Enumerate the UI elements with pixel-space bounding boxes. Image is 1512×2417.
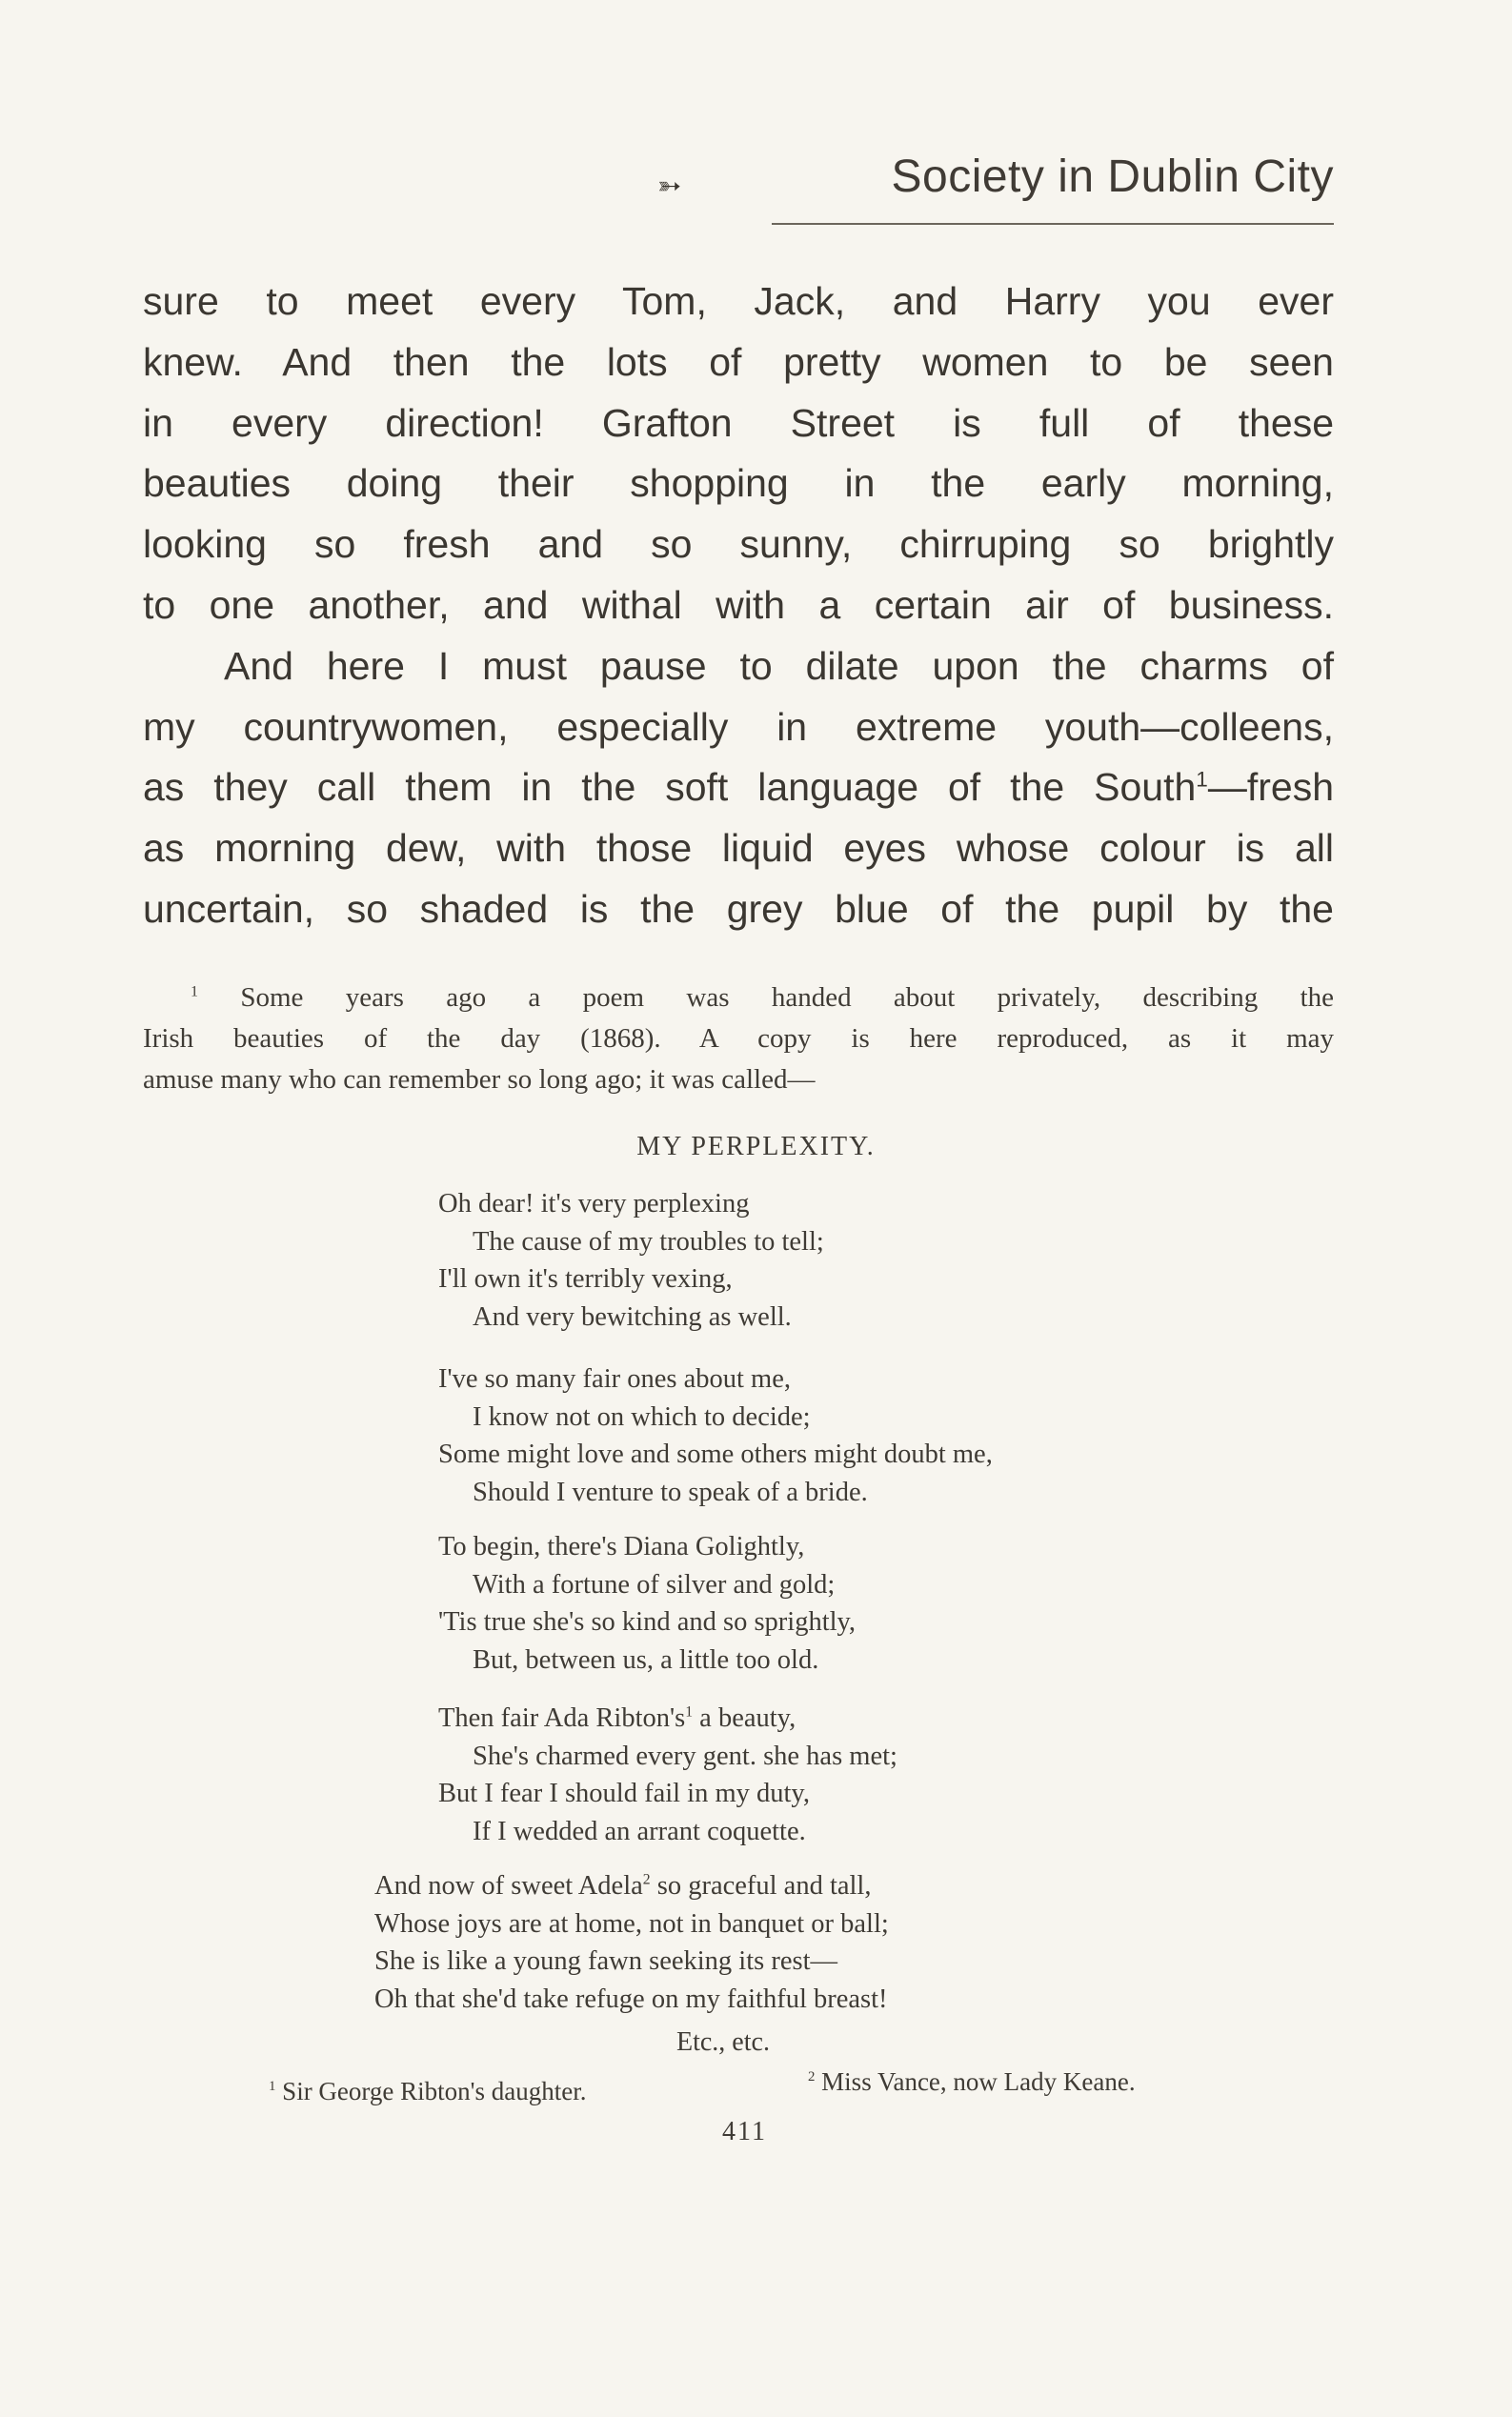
footnote-marker: 1	[191, 983, 198, 1000]
footnote-line: Irish beauties of the day (1868). A copy is here reproduced, as it may	[143, 1023, 1334, 1054]
poem-title: MY PERPLEXITY.	[636, 1132, 876, 1161]
poem-stanza-1	[438, 1185, 824, 1336]
poem-line: 'Tis true she's so kind and so sprightly,	[438, 1607, 857, 1637]
poem-line: But I fear I should fail in my duty,	[438, 1779, 810, 1808]
ornament-icon: ➳	[657, 171, 682, 202]
poem-line: I know not on which to decide;	[473, 1401, 811, 1432]
page-number: 411	[722, 2117, 767, 2146]
body-text	[143, 272, 1334, 940]
poem-line: But, between us, a little too old.	[473, 1644, 819, 1675]
poem-line: Should I venture to speak of a bride.	[473, 1477, 868, 1507]
footnote-text: Some years ago a poem was handed about privately, describing the	[240, 982, 1335, 1013]
poem-line: With a fortune of silver and gold;	[473, 1569, 836, 1600]
poem-line: Whose joys are at home, not in banquet or ball;	[374, 1908, 889, 1939]
body-line: beauties doing their shopping in the early morning,	[143, 461, 1334, 506]
body-line	[143, 757, 1334, 818]
poem-stanza-4	[438, 1700, 897, 1850]
poem-line: The cause of my troubles to tell;	[473, 1226, 824, 1257]
poem-line-text: And now of sweet Adela	[374, 1871, 643, 1901]
poem-line: Some might love and some others might doubt me,	[438, 1440, 993, 1469]
poem-note-marker: 2	[808, 2069, 816, 2085]
poem-line: She's charmed every gent. she has met;	[473, 1741, 897, 1771]
body-line: uncertain, so shaded is the grey blue of the pupil by the	[143, 886, 1334, 931]
poem-note-1	[269, 2077, 587, 2106]
poem-line: She is like a young fawn seeking its rest—	[374, 1946, 838, 1976]
poem-stanza-3	[438, 1528, 856, 1679]
poem-line: If I wedded an arrant coquette.	[473, 1816, 806, 1846]
poem-line: I'll own it's terribly vexing,	[438, 1264, 733, 1294]
poem-note-ref: 1	[685, 1703, 694, 1721]
footnote-line: amuse many who can remember so long ago; it was called—	[143, 1064, 816, 1095]
poem-note-2	[808, 2067, 1136, 2097]
body-line: sure to meet every Tom, Jack, and Harry you ever	[143, 279, 1334, 323]
poem-line: And very bewitching as well.	[473, 1301, 792, 1332]
page-header	[648, 143, 1334, 229]
footnote-line	[143, 977, 1334, 1018]
body-line: knew. And then the lots of pretty women to be seen	[143, 339, 1334, 384]
footnote-ref: 1	[1196, 767, 1208, 792]
header-rule	[772, 223, 1334, 225]
poem-stanza-5	[374, 1867, 889, 2018]
body-line-text: as they call them in the soft language of the South	[143, 765, 1197, 810]
body-line: looking so fresh and so sunny, chirruping so brightly	[143, 522, 1334, 567]
body-line: And here I must pause to dilate upon the charms of	[224, 643, 1334, 688]
body-line-text: —fresh	[1207, 765, 1334, 810]
poem-line	[438, 1700, 897, 1738]
footnote	[143, 977, 1334, 1100]
body-line: as morning dew, with those liquid eyes whose colour is all	[143, 826, 1334, 871]
poem-line: Oh that she'd take refuge on my faithful breast!	[374, 1984, 888, 2014]
poem-line	[374, 1867, 889, 1905]
poem-note-marker: 1	[269, 2079, 276, 2094]
body-line: in every direction! Grafton Street is full of these	[143, 400, 1334, 445]
running-head: Society in Dublin City	[891, 151, 1334, 202]
poem-note-text: Miss Vance, now Lady Keane.	[821, 2067, 1136, 2096]
poem-note-text: Sir George Ribton's daughter.	[282, 2077, 587, 2105]
poem-note-ref: 2	[642, 1871, 651, 1888]
poem-line-text: so graceful and tall,	[650, 1871, 872, 1901]
poem-line: I've so many fair ones about me,	[438, 1364, 791, 1394]
poem-closing: Etc., etc.	[676, 2027, 770, 2057]
poem-line-text: Then fair Ada Ribton's	[438, 1703, 686, 1733]
poem-line: Oh dear! it's very perplexing	[438, 1189, 750, 1219]
body-line: to one another, and withal with a certain air of business.	[143, 582, 1334, 627]
poem-stanza-2	[438, 1360, 993, 1511]
poem-line: To begin, there's Diana Golightly,	[438, 1532, 805, 1561]
poem-line-text: a beauty,	[693, 1703, 796, 1733]
body-line: my countrywomen, especially in extreme youth—colleens,	[143, 704, 1334, 749]
